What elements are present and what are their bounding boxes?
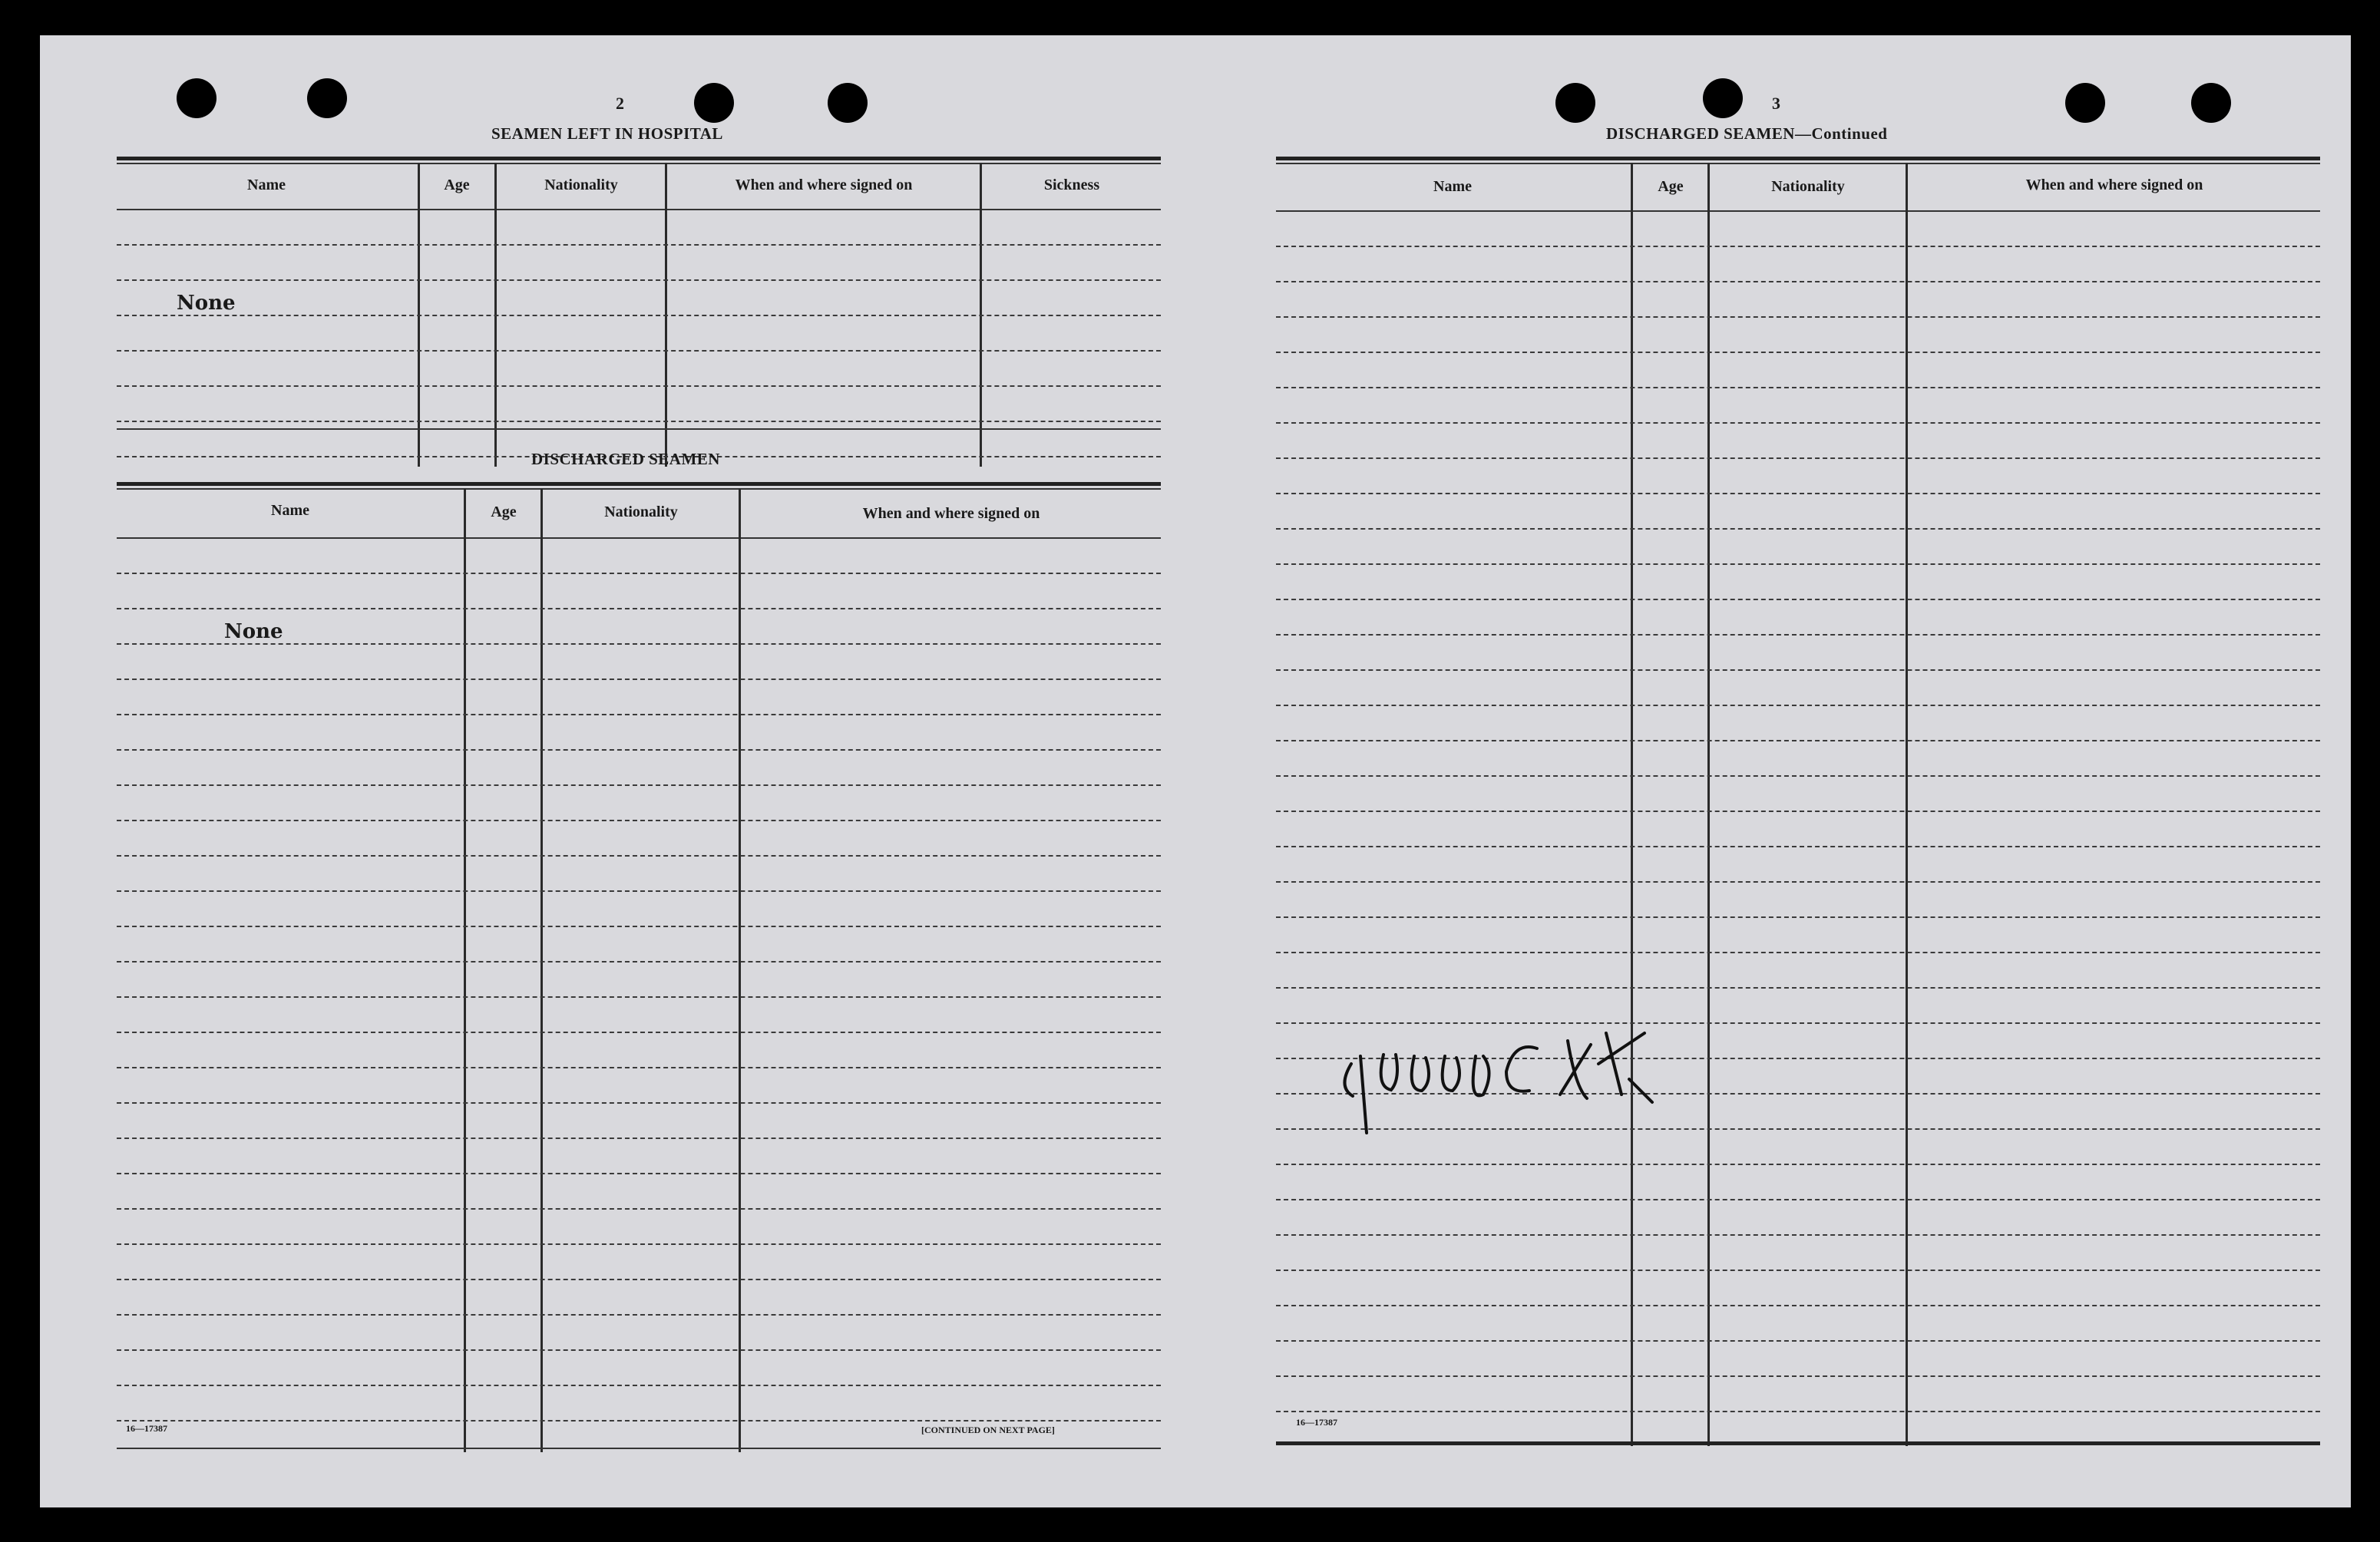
ruled-row-line bbox=[117, 385, 1161, 387]
form-number: 16—17387 bbox=[1296, 1417, 1337, 1428]
discharged-continued-rows bbox=[1276, 210, 2320, 1446]
table-bottom-rule bbox=[117, 428, 1161, 430]
punch-hole bbox=[1555, 83, 1595, 123]
discharged-section-title: DISCHARGED SEAMEN bbox=[531, 450, 720, 468]
col-header-sickness: Sickness bbox=[1043, 177, 1100, 193]
ruled-row-line bbox=[117, 315, 1161, 316]
ruled-row-line bbox=[117, 244, 1161, 246]
table-top-rule bbox=[117, 488, 1161, 490]
ruled-row-line bbox=[117, 749, 1161, 751]
punch-hole bbox=[177, 78, 217, 118]
ruled-row-line bbox=[1276, 493, 2320, 494]
ruled-row-line bbox=[117, 820, 1161, 821]
punch-hole bbox=[2191, 83, 2231, 123]
col-header-age: Age bbox=[1658, 178, 1684, 195]
punch-hole bbox=[1703, 78, 1743, 118]
form-number: 16—17387 bbox=[126, 1423, 167, 1434]
col-header-signed-on: When and where signed on bbox=[2025, 177, 2203, 193]
ruled-row-line bbox=[1276, 952, 2320, 953]
col-header-name: Name bbox=[1433, 178, 1472, 195]
ruled-row-line bbox=[1276, 881, 2320, 883]
ruled-row-line bbox=[117, 421, 1161, 422]
ruled-row-line bbox=[117, 643, 1161, 645]
ruled-row-line bbox=[117, 1173, 1161, 1174]
col-header-age: Age bbox=[491, 504, 517, 520]
punch-hole bbox=[694, 83, 734, 123]
ruled-row-line bbox=[1276, 457, 2320, 459]
punch-hole bbox=[828, 83, 868, 123]
ruled-row-line bbox=[1276, 599, 2320, 600]
ruled-row-line bbox=[117, 855, 1161, 857]
ruled-row-line bbox=[117, 714, 1161, 715]
table-top-rule bbox=[117, 482, 1161, 486]
ruled-row-line bbox=[1276, 987, 2320, 989]
ruled-row-line bbox=[117, 1032, 1161, 1033]
table-top-rule bbox=[117, 163, 1161, 164]
ruled-row-line bbox=[1276, 422, 2320, 424]
ruled-row-line bbox=[117, 1420, 1161, 1421]
col-header-name: Name bbox=[271, 502, 309, 519]
ruled-row-line bbox=[117, 1349, 1161, 1351]
discharged-rows bbox=[117, 537, 1161, 1452]
ruled-row-line bbox=[117, 1385, 1161, 1386]
ruled-row-line bbox=[1276, 1199, 2320, 1200]
ruled-row-line bbox=[1276, 1375, 2320, 1377]
ruled-row-line bbox=[117, 1208, 1161, 1210]
ruled-row-line bbox=[117, 1243, 1161, 1245]
table-bottom-rule bbox=[117, 1448, 1161, 1449]
ruled-row-line bbox=[1276, 352, 2320, 353]
ruled-row-line bbox=[117, 608, 1161, 609]
ruled-row-line bbox=[117, 1138, 1161, 1139]
hospital-section-title: SEAMEN LEFT IN HOSPITAL bbox=[491, 124, 723, 143]
ruled-row-line bbox=[1276, 528, 2320, 530]
col-header-nationality: Nationality bbox=[1771, 178, 1845, 195]
table-top-rule bbox=[117, 157, 1161, 160]
ruled-row-line bbox=[1276, 740, 2320, 741]
ruled-row-line bbox=[117, 573, 1161, 574]
table-bottom-rule bbox=[1276, 1441, 2320, 1445]
ruled-row-line bbox=[1276, 705, 2320, 706]
ruled-row-line bbox=[1276, 916, 2320, 918]
ruled-row-line bbox=[117, 1314, 1161, 1316]
col-header-name: Name bbox=[247, 177, 286, 193]
document-sheet bbox=[40, 35, 2351, 1507]
ruled-row-line bbox=[1276, 1234, 2320, 1236]
col-header-signed-on: When and where signed on bbox=[735, 177, 913, 193]
ruled-row-line bbox=[1276, 775, 2320, 777]
hospital-entry: None bbox=[177, 292, 236, 315]
ruled-row-line bbox=[117, 1102, 1161, 1104]
discharged-entry: None bbox=[224, 620, 283, 643]
ruled-row-line bbox=[1276, 1305, 2320, 1306]
punch-hole bbox=[2065, 83, 2105, 123]
ruled-row-line bbox=[117, 350, 1161, 352]
col-header-age: Age bbox=[444, 177, 470, 193]
ruled-row-line bbox=[117, 926, 1161, 927]
ruled-row-line bbox=[117, 1279, 1161, 1280]
ruled-row-line bbox=[1276, 669, 2320, 671]
table-top-rule bbox=[1276, 157, 2320, 160]
ruled-row-line bbox=[1276, 1340, 2320, 1342]
page-number: 3 bbox=[1772, 94, 1780, 113]
table-top-rule bbox=[1276, 163, 2320, 164]
ruled-row-line bbox=[117, 1067, 1161, 1068]
ruled-row-line bbox=[117, 784, 1161, 786]
continued-note: [CONTINUED ON NEXT PAGE] bbox=[921, 1425, 1055, 1435]
ruled-row-line bbox=[117, 996, 1161, 998]
ruled-row-line bbox=[1276, 246, 2320, 247]
ruled-row-line bbox=[1276, 281, 2320, 282]
ruled-row-line bbox=[1276, 1411, 2320, 1412]
ruled-row-line bbox=[117, 679, 1161, 680]
ruled-row-line bbox=[1276, 1270, 2320, 1271]
ruled-row-line bbox=[117, 961, 1161, 963]
col-header-signed-on: When and where signed on bbox=[862, 505, 1040, 522]
ruled-row-line bbox=[1276, 316, 2320, 318]
ruled-row-line bbox=[1276, 387, 2320, 388]
punch-hole bbox=[307, 78, 347, 118]
discharged-continued-title: DISCHARGED SEAMEN—Continued bbox=[1606, 124, 1888, 143]
ruled-row-line bbox=[1276, 563, 2320, 565]
handwritten-signature bbox=[1284, 1010, 1683, 1141]
col-header-nationality: Nationality bbox=[604, 504, 678, 520]
ruled-row-line bbox=[1276, 846, 2320, 847]
page-number: 2 bbox=[616, 94, 624, 113]
col-header-nationality: Nationality bbox=[544, 177, 618, 193]
ruled-row-line bbox=[1276, 1164, 2320, 1165]
ruled-row-line bbox=[117, 279, 1161, 281]
ruled-row-line bbox=[1276, 811, 2320, 812]
ruled-row-line bbox=[1276, 634, 2320, 636]
ruled-row-line bbox=[117, 890, 1161, 892]
